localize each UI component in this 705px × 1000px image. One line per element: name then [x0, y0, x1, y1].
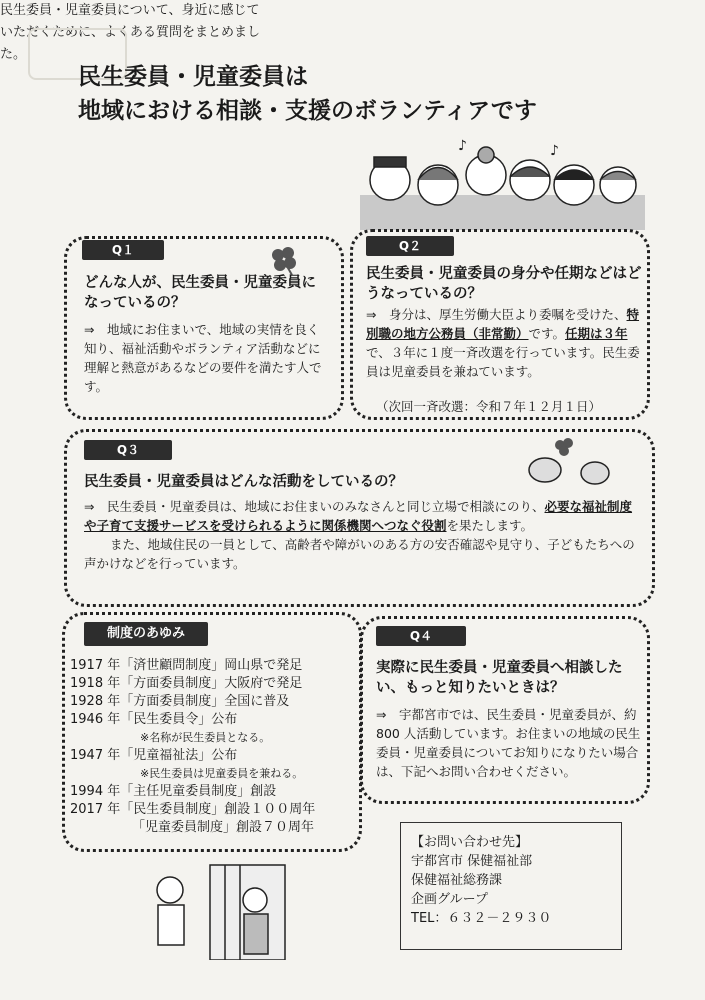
q2-question: 民生委員・児童委員の身分や任期などはどうなっているの？: [366, 266, 642, 302]
q1-tab: Q１: [82, 240, 164, 260]
history-item: 1928 年「方面委員制度」全国に普及: [70, 694, 290, 709]
contact-line1: 宇都宮市 保健福祉部: [411, 854, 533, 869]
q4-arrow: ⇒: [376, 707, 387, 722]
q3-answer-b: 必要な福祉制度や子育て支援サービスを受けられるように関係機関へつなぐ役割: [84, 499, 633, 533]
svg-text:♪: ♪: [458, 138, 467, 154]
q2-tab: Q２: [366, 236, 454, 256]
birds-icon: [520, 435, 620, 499]
contact-heading: 【お問い合わせ先】: [411, 835, 529, 850]
history-tab: 制度のあゆみ: [84, 622, 208, 646]
q1-question: どんな人が、民生委員・児童委員になっているの？: [84, 275, 316, 311]
q2-answer-a: 身分は、厚生労働大臣より委嘱を受けた、: [389, 307, 627, 322]
q2-note: （次回一斉改選：令和７年１２月１日）: [376, 399, 602, 414]
page-title-line2: 地域における相談・支援のボランティアです: [78, 98, 537, 124]
history-list: [70, 657, 315, 837]
q3-answer: [84, 497, 640, 573]
q3-answer-d: また、地域住民の一員として、高齢者や障がいのある方の安否確認や見守り、子どもたちへの声かけなどを行っています。: [84, 537, 635, 571]
q2-answer-e: で、３年に１度一斉改選を行っています。民生委員は児童委員を兼ねています。: [366, 345, 640, 379]
q4-tab: Q４: [376, 626, 466, 646]
q2-arrow: ⇒: [366, 307, 377, 322]
q4-question: 実際に民生委員・児童委員へ相談したい、もっと知りたいときは？: [376, 660, 623, 696]
q1-answer: [84, 320, 330, 396]
q3-arrow: ⇒: [84, 499, 95, 514]
q1-answer-text: 地域にお住まいで、地域の実情を良く知り、福祉活動やボランティア活動などに理解と熱意があるなどの要件を満たす人です。: [84, 322, 322, 394]
q3-answer-c: を果たします。: [446, 518, 534, 533]
contact-line3: 企画グループ: [411, 892, 488, 907]
history-item: 1917 年「済世顧問制度」岡山県で発足: [70, 658, 303, 673]
history-note: ※名称が民生委員となる。: [140, 731, 271, 744]
history-note: ※民生委員は児童委員を兼ねる。: [140, 767, 304, 780]
svg-text:♪: ♪: [550, 143, 559, 159]
history-item: 2017 年「民生委員制度」創設１００周年: [70, 802, 316, 817]
history-item: 1918 年「方面委員制度」大阪府で発足: [70, 676, 303, 691]
history-item: 「児童委員制度」創設７０周年: [132, 820, 315, 835]
q4-answer-text: 宇都宮市では、民生委員・児童委員が、約 800 人活動しています。お住まいの地域の民生委員・児童委員についてお知りになりたい場合は、下記へお問い合わせください。: [376, 707, 641, 779]
home-visit-illustration: [140, 860, 290, 964]
contact-box: [400, 822, 622, 950]
q3-tab: Q３: [84, 440, 172, 460]
q3-question: 民生委員・児童委員はどんな活動をしているの？: [84, 474, 403, 490]
history-item: 1947 年「児童福祉法」公布: [70, 748, 238, 763]
volunteers-illustration: [360, 135, 645, 230]
contact-tel: TEL：６３２－２９３０: [411, 911, 552, 926]
q2-answer: [366, 305, 642, 381]
history-item: 1946 年「民生委員令」公布: [70, 712, 238, 727]
q4-answer: [376, 705, 642, 781]
history-item: 1994 年「主任児童委員制度」創設: [70, 784, 277, 799]
page-title-line1: 民生委員・児童委員は: [78, 64, 308, 90]
intro-text: 民生委員・児童委員について、身近に感じていただくために、よくある質問をまとめました。: [0, 3, 261, 62]
contact-line2: 保健福祉総務課: [411, 873, 503, 888]
q2-answer-d: 任期は３年: [565, 326, 628, 341]
q2-answer-c: です。: [528, 326, 566, 341]
q2-answer-b: 特別職の地方公務員（非常勤）: [366, 307, 640, 341]
q3-answer-a: 民生委員・児童委員は、地域にお住まいのみなさんと同じ立場で相談にのり、: [107, 499, 545, 514]
q1-arrow: ⇒: [84, 322, 95, 337]
